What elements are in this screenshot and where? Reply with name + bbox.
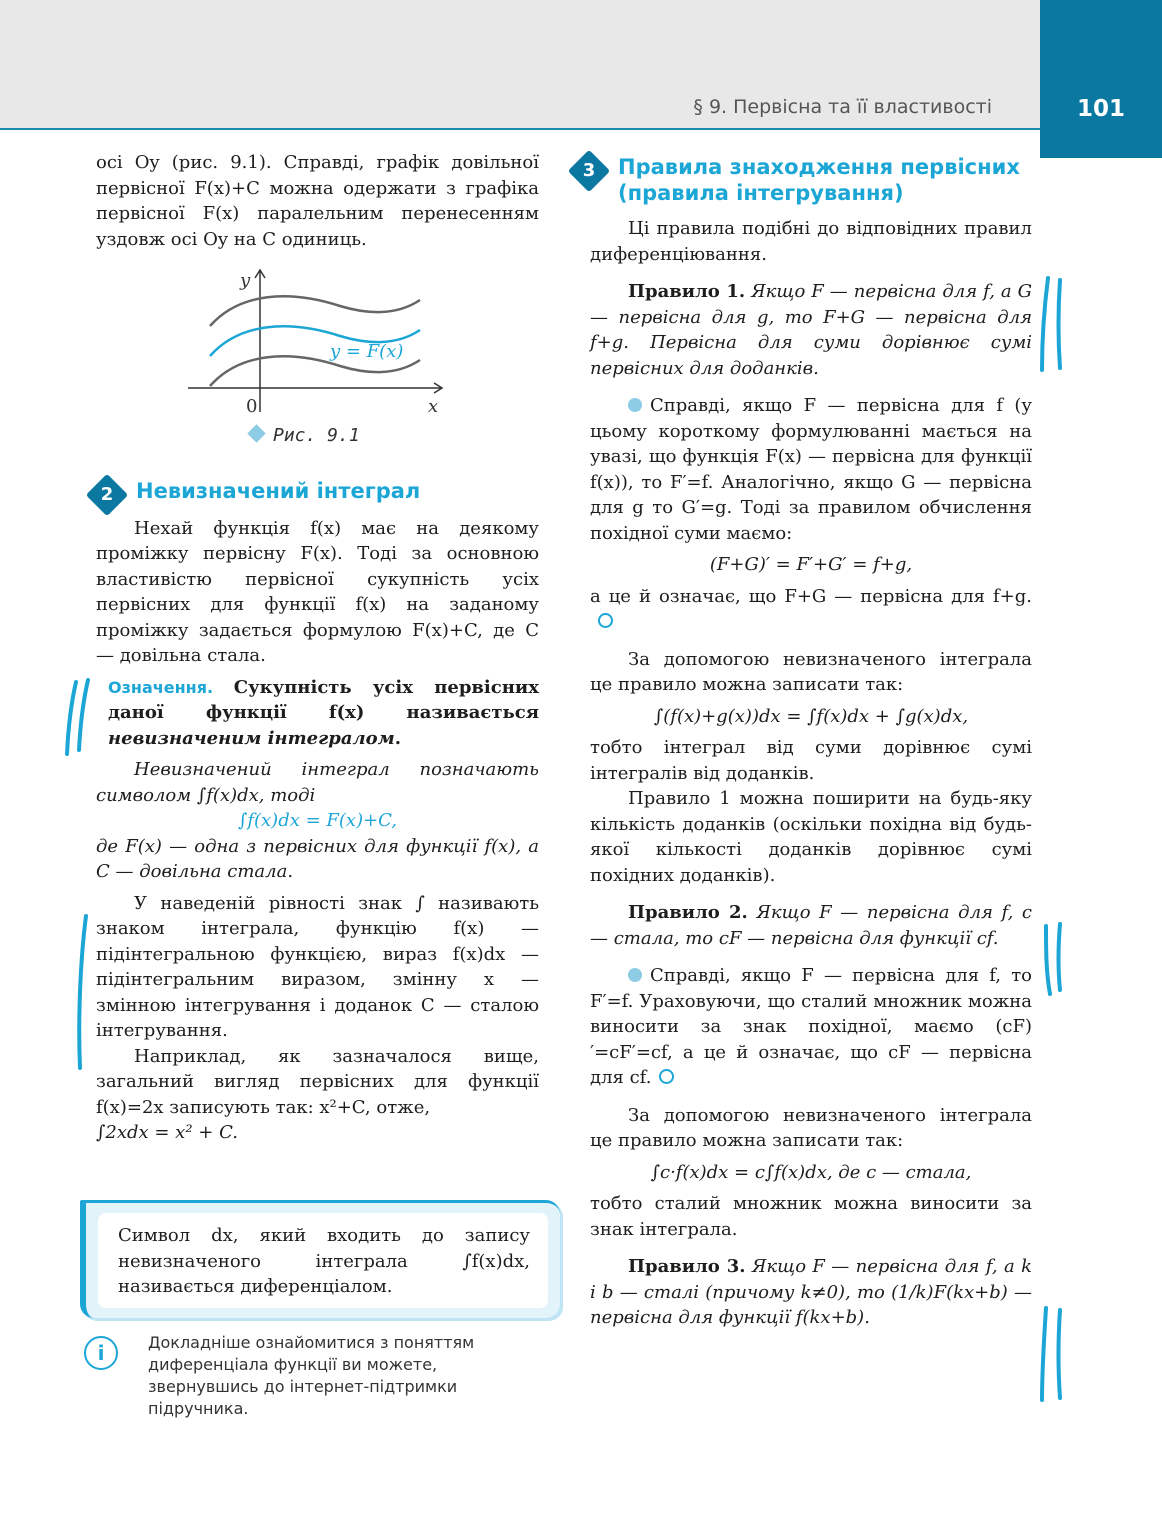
rule-2-margin-bars: [1036, 922, 1066, 998]
intro-paragraph: осі Oy (рис. 9.1). Справді, графік довільної первісної F(x)+C можна одержати з графіка первісної F(x) паралельним перенесенням уздовж осі Oy на C одиниць.: [96, 152, 539, 250]
example-paragraph: Наприклад, як зазначалося вище, загальний вигляд первісних для функції f(x)=2x записують так: x²+C, отже,: [96, 1045, 539, 1118]
rule-3-text: Якщо F — первісна для f, a k і b — сталі (причому k≠0), то (1/k)F(kx+b) — первісна для функції f(kx+b).: [590, 1256, 1032, 1328]
rule-2-integral-after: тобто сталий множник можна виносити за знак інтеграла.: [590, 1193, 1032, 1240]
proof-2: [590, 963, 1032, 1091]
notation-after: де F(x) — одна з первісних для функції f(x), а C — довільна стала.: [96, 835, 539, 882]
info-icon: i: [84, 1336, 118, 1370]
rule-1-extension: Правило 1 можна поширити на будь-яку кількість доданків (оскільки похідна від будь-якої кількості доданків дорівнює сумі похідних доданків).: [590, 788, 1032, 886]
left-main-block: [96, 474, 539, 1146]
page-number: 101: [1076, 96, 1125, 122]
rule-2: [590, 900, 1032, 951]
info-text: Докладніше ознайомитися з поняттям диференціала функції ви можете, звернувшись до інтернет-підтримки підручника.: [148, 1333, 475, 1418]
rule-1-label: Правило 1.: [628, 281, 746, 302]
integral-terms-paragraph: У наведеній рівності знак ∫ називають знаком інтеграла, функцію f(x) — підінтегральною функцією, вираз f(x)dx — підінтегральним виразом, змінну x — змінною інтегрування і доданок C — сталою інтегрування.: [96, 892, 539, 1041]
rules-intro: Ці правила подібні до відповідних правил диференціювання.: [590, 218, 1032, 265]
rule-2-text: Якщо F — первісна для f, c — стала, то cF — первісна для функції cf.: [590, 902, 1032, 949]
section-3-title: Правила знаходження первісних (правила інтегрування): [618, 155, 1020, 205]
section-2-number: 2: [100, 484, 114, 505]
proof-1-after: а це й означає, що F+G — первісна для f+g.: [590, 584, 1032, 635]
definition-block: Означення. Сукупність усіх первісних даної функції f(x) називається невизначеним інтегралом.: [108, 676, 539, 749]
rule-3-margin-bars: [1036, 1304, 1066, 1404]
section-3-heading: [578, 154, 1032, 206]
rule-2-integral-formula: ∫c·f(x)dx = c∫f(x)dx, де c — стала,: [650, 1161, 972, 1183]
section-3-number: 3: [582, 160, 596, 181]
proof-1-formula: (F+G)′ = F′+G′ = f+g,: [709, 554, 913, 575]
proof-start-dot-icon: [628, 398, 642, 412]
figure-caption-text: Рис. 9.1: [273, 425, 360, 446]
proof-2-start-dot-icon: [628, 968, 642, 982]
proof-2-text: Справді, якщо F — первісна для f, то F′=f. Ураховуючи, що сталий множник можна виносити за знак похідної, маємо (cF)′=cF′=cf, а це й означає, що cF — первісна для cf.: [590, 965, 1032, 1088]
notation-text: Невизначений інтеграл позначають символом ∫f(x)dx, тоді: [96, 759, 539, 806]
section-2-heading: [96, 478, 539, 506]
origin-label: 0: [246, 396, 258, 417]
y-axis-label: y: [240, 270, 251, 291]
proof-1: [590, 393, 1032, 546]
rule-1-text: Якщо F — первісна для f, а G — первісна для g, то F+G — первісна для f+g. Первісна для суми дорівнює сумі первісних для доданків.: [590, 281, 1033, 379]
figure-caption: [250, 425, 360, 446]
differential-note-box: [80, 1200, 560, 1318]
definition-margin-bars: [62, 678, 92, 758]
header-divider: [0, 128, 1040, 130]
notation-formula: ∫f(x)dx = F(x)+C,: [237, 810, 398, 831]
terms-margin-bar: [72, 912, 92, 1072]
definition-term: невизначеним інтегралом: [108, 727, 395, 749]
x-axis-label: x: [428, 396, 439, 417]
figure-9-1: [180, 262, 450, 422]
definition-label: Означення.: [108, 677, 214, 697]
note-text: Символ dx, який входить до запису невизначеного інтеграла ∫f(x)dx, називається диференціалом.: [118, 1225, 530, 1297]
rule-2-label: Правило 2.: [628, 902, 748, 923]
rule-1-integral-intro: За допомогою невизначеного інтеграла це правило можна записати так:: [590, 648, 1032, 695]
running-head: § 9. Первісна та її властивості: [693, 96, 992, 118]
example-formula: ∫2xdx = x² + C.: [96, 1122, 238, 1143]
proof-1-text: Справді, якщо F — первісна для f (у цьому короткому формулюванні мається на увазі, що функція F(x) — первісна для функції f(x)), то F′=f. Аналогічно, якщо G — первісна для g то G′=g. Тоді за правилом обчислення похідної суми маємо:: [590, 395, 1032, 544]
rule-1: [590, 279, 1032, 381]
proof-2-end-ring-icon: [659, 1069, 674, 1084]
rule-1-integral-formula: ∫(f(x)+g(x))dx = ∫f(x)dx + ∫g(x)dx,: [653, 705, 969, 727]
page-number-tab: [1040, 0, 1162, 158]
caption-diamond-icon: [247, 424, 265, 442]
para-antiderivative-set: Нехай функція f(x) має на деякому проміжку первісну F(x). Тоді за основною властивістю первісної сукупність усіх первісних для функції f(x) на заданому проміжку задається формулою F(x)+C, де C — довільна стала.: [96, 517, 539, 666]
rule-1-margin-bars: [1036, 274, 1066, 374]
note-inner: [98, 1213, 548, 1308]
definition-text: Сукупність усіх первісних даної функції f(x) називається: [108, 676, 539, 723]
section-2-title: Невизначений інтеграл: [136, 479, 421, 503]
left-intro-block: [96, 150, 539, 252]
curve-label: y = F(x): [330, 341, 404, 362]
proof-end-ring-icon: [598, 613, 613, 628]
rule-2-integral-intro: За допомогою невизначеного інтеграла це правило можна записати так:: [590, 1104, 1032, 1151]
curve-upper: [210, 296, 420, 326]
rule-1-integral-after: тобто інтеграл від суми дорівнює сумі інтегралів від доданків.: [590, 737, 1032, 784]
right-column: [582, 150, 1033, 1331]
rule-3: [590, 1254, 1032, 1331]
rule-3-label: Правило 3.: [628, 1256, 746, 1277]
